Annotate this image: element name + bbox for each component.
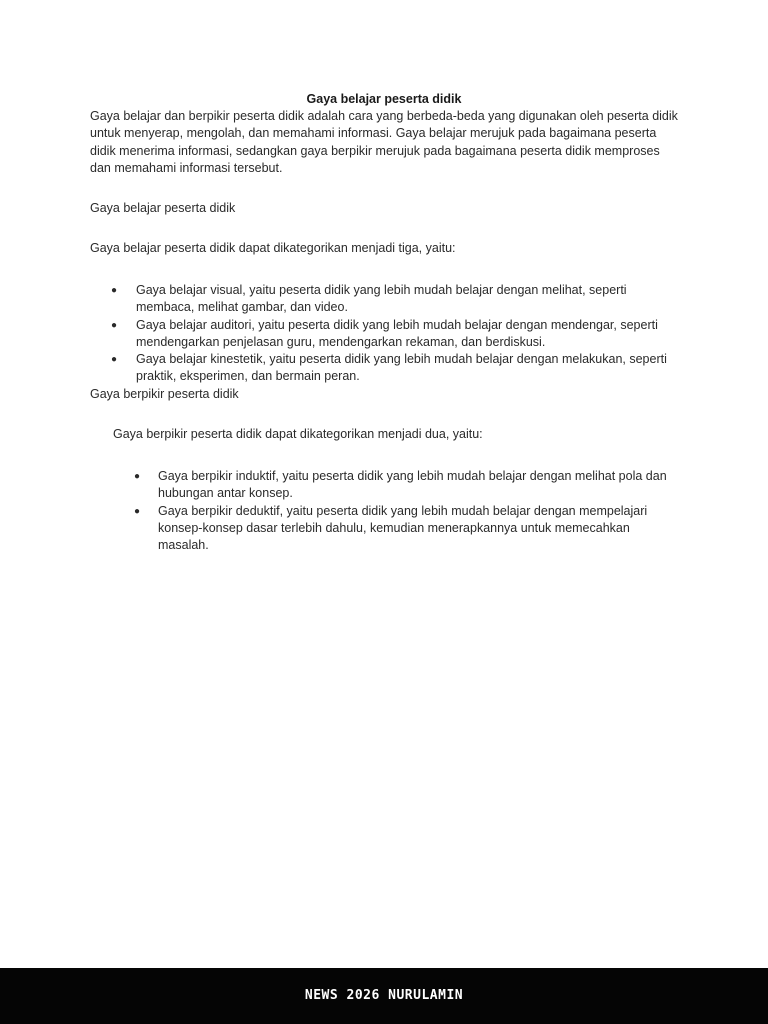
- intro-paragraph: Gaya belajar dan berpikir peserta didik adalah cara yang berbeda-beda yang digunakan oleh peserta didik untuk menyerap, mengolah, dan memahami informasi. Gaya belajar merujuk pada bagaimana peserta didik menerima informasi, sedangkan gaya berpikir merujuk pada bagaimana peserta didik memproses dan memahami informasi tersebut.: [90, 109, 678, 175]
- section-lead-learning-styles: Gaya belajar peserta didik dapat dikategorikan menjadi tiga, yaitu:: [90, 241, 456, 255]
- list-item-text: Gaya berpikir deduktif, yaitu peserta didik yang lebih mudah belajar dengan mempelajari konsep-konsep dasar terlebih dahulu, kemudian menerapkannya untuk memecahkan masalah.: [158, 503, 648, 553]
- thinking-styles-list: [134, 468, 673, 554]
- section-lead-thinking-styles: Gaya berpikir peserta didik dapat dikategorikan menjadi dua, yaitu:: [113, 427, 483, 441]
- bullet-icon: ●: [111, 319, 118, 331]
- list-item: [111, 317, 676, 352]
- bullet-icon: ●: [134, 471, 141, 482]
- section-heading-thinking-styles: Gaya berpikir peserta didik: [90, 387, 239, 401]
- bullet-icon: ●: [111, 285, 118, 296]
- bullet-icon: ●: [134, 505, 141, 517]
- list-item: [111, 282, 676, 317]
- list-item-text: Gaya belajar auditori, yaitu peserta didik yang lebih mudah belajar dengan mendengar, seperti mendengarkan penjelasan guru, mendengarkan rekaman, dan berdiskusi.: [136, 317, 658, 349]
- section-heading-learning-styles: Gaya belajar peserta didik: [90, 201, 236, 215]
- document-title: Gaya belajar peserta didik: [306, 92, 462, 106]
- list-item-text: Gaya berpikir induktif, yaitu peserta didik yang lebih mudah belajar dengan melihat pola dan hubungan antar konsep.: [158, 469, 667, 501]
- bullet-icon: ●: [111, 354, 118, 366]
- list-item: [134, 468, 673, 503]
- footer-watermark-text: NEWS 2026 NURULAMIN: [304, 988, 464, 1003]
- list-item-text: Gaya belajar kinestetik, yaitu peserta didik yang lebih mudah belajar dengan melakukan, seperti praktik, eksperimen, dan bermain peran.: [136, 352, 667, 384]
- list-item-text: Gaya belajar visual, yaitu peserta didik yang lebih mudah belajar dengan melihat, seperti membaca, melihat gambar, dan video.: [136, 283, 627, 315]
- footer-bar: [0, 968, 768, 1024]
- list-item: [134, 503, 673, 555]
- learning-styles-list: [111, 282, 676, 386]
- list-item: [111, 351, 676, 386]
